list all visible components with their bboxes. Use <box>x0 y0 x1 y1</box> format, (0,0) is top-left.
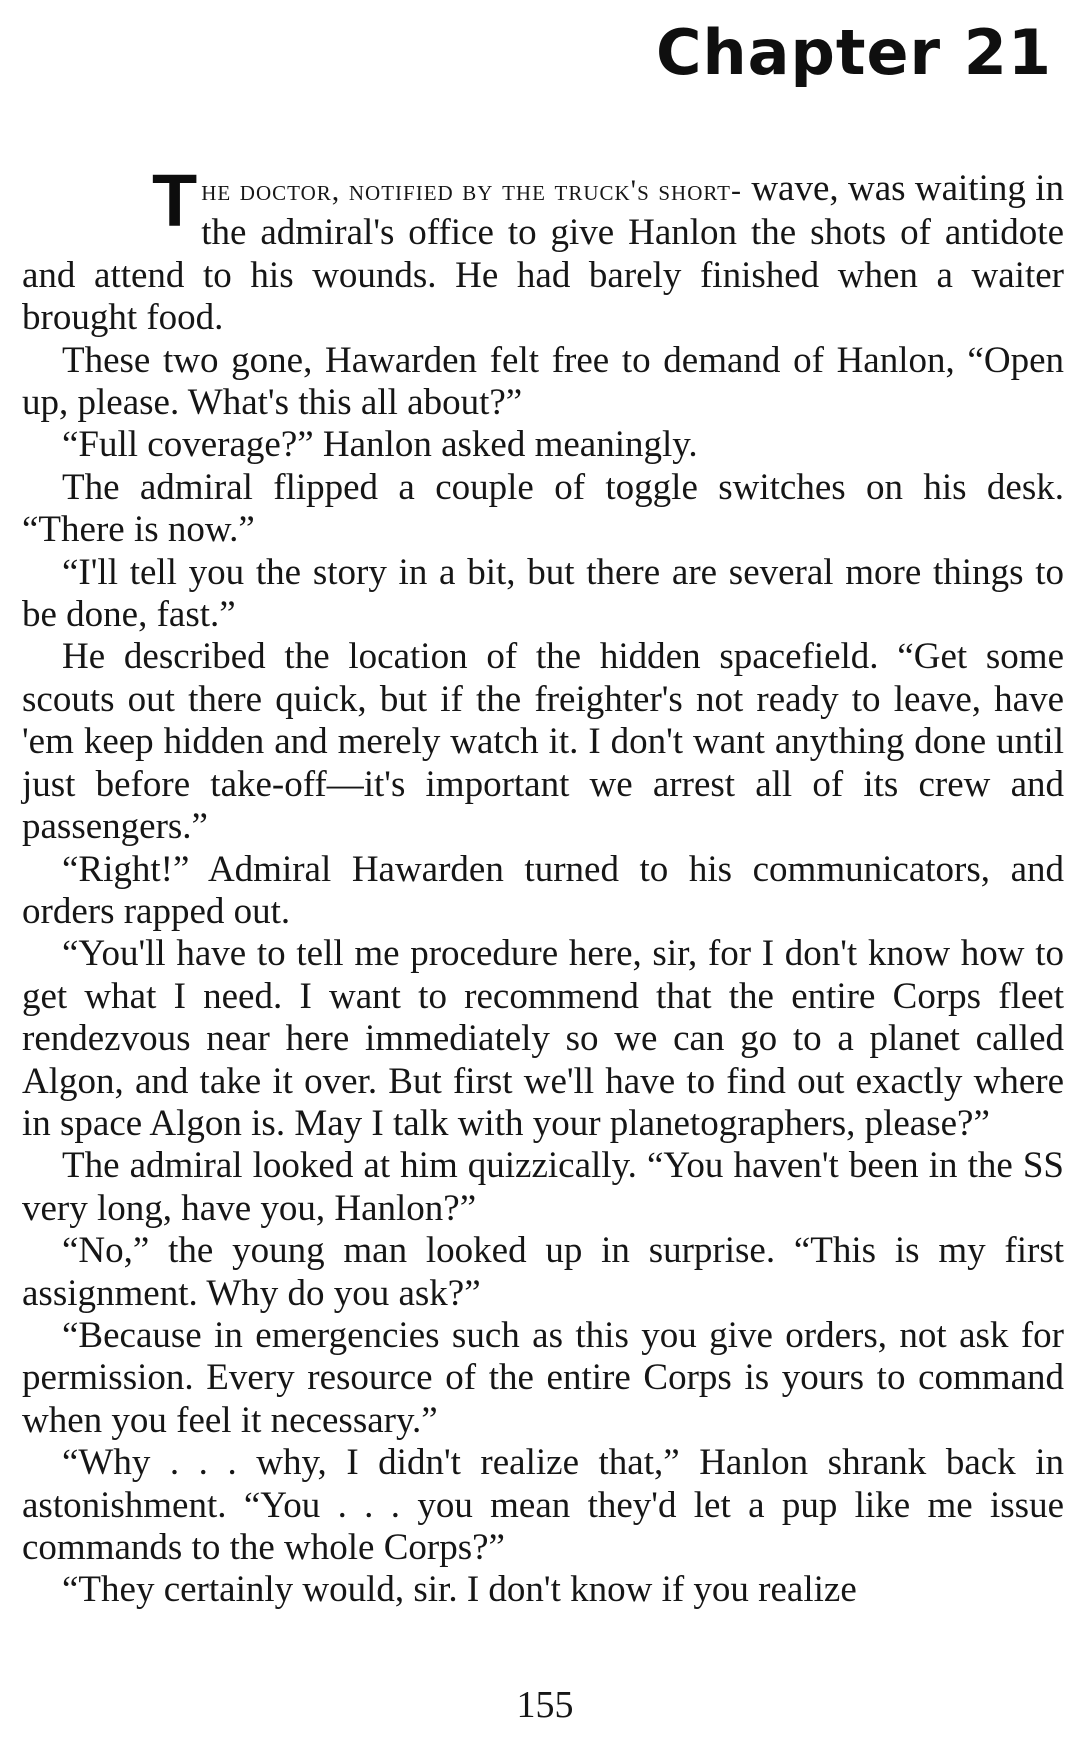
paragraph: “Right!” Admiral Hawarden turned to his communicators, and orders rapped out. <box>22 848 1064 932</box>
paragraph: “I'll tell you the story in a bit, but there are several more things to be done, fast.” <box>22 551 1064 636</box>
paragraph: The admiral flipped a couple of toggle switches on his desk. “There is now.” <box>22 466 1064 551</box>
paragraph: These two gone, Hawarden felt free to demand of Hanlon, “Open up, please. What's this all about?” <box>22 339 1064 424</box>
paragraph: He described the location of the hidden spacefield. “Get some scouts out there quick, but if the freighter's not ready to leave, have 'em keep hidden and merely watch it. I don't want anything done until just before take-off—it's important we arrest all of its crew and passengers.” <box>22 636 1064 848</box>
paragraph: The admiral looked at him quizzically. “You haven't been in the SS very long, have you, Hanlon?” <box>22 1145 1064 1229</box>
opening-small-caps: he doctor, notified by the truck's short- <box>201 174 742 207</box>
paragraph: “Because in emergencies such as this you give orders, not ask for permission. Every resource of the entire Corps is yours to command when you feel it necessary.” <box>22 1314 1064 1441</box>
paragraph: “You'll have to tell me procedure here, sir, for I don't know how to get what I need. I want to recommend that the entire Corps fleet rendezvous near here immediately so we can go to a planet called Algon, and take it over. But first we'll have to find out exactly where in space Algon is. May I talk with your planetographers, please?” <box>22 933 1064 1144</box>
chapter-text <box>22 159 1065 1612</box>
opening-paragraph <box>22 159 1065 340</box>
opening-text: wave, was waiting in the admiral's office to give Hanlon the shots of antidote and attend to his wounds. He had barely finished when a waiter brought food. <box>22 168 1065 339</box>
drop-cap: T <box>152 159 198 242</box>
paragraph: “They certainly would, sir. I don't know if you realize <box>62 1569 857 1611</box>
paragraph: “No,” the young man looked up in surprise. “This is my first assignment. Why do you ask?” <box>22 1230 1064 1314</box>
chapter-heading: Chapter 21 <box>656 16 1052 89</box>
paragraph: “Why . . . why, I didn't realize that,” Hanlon shrank back in astonishment. “You . . . you mean they'd let a pup like me issue commands to the whole Corps?” <box>22 1442 1064 1568</box>
paragraph: “Full coverage?” Hanlon asked meaningly. <box>62 424 698 466</box>
page-number: 155 <box>516 1684 574 1726</box>
